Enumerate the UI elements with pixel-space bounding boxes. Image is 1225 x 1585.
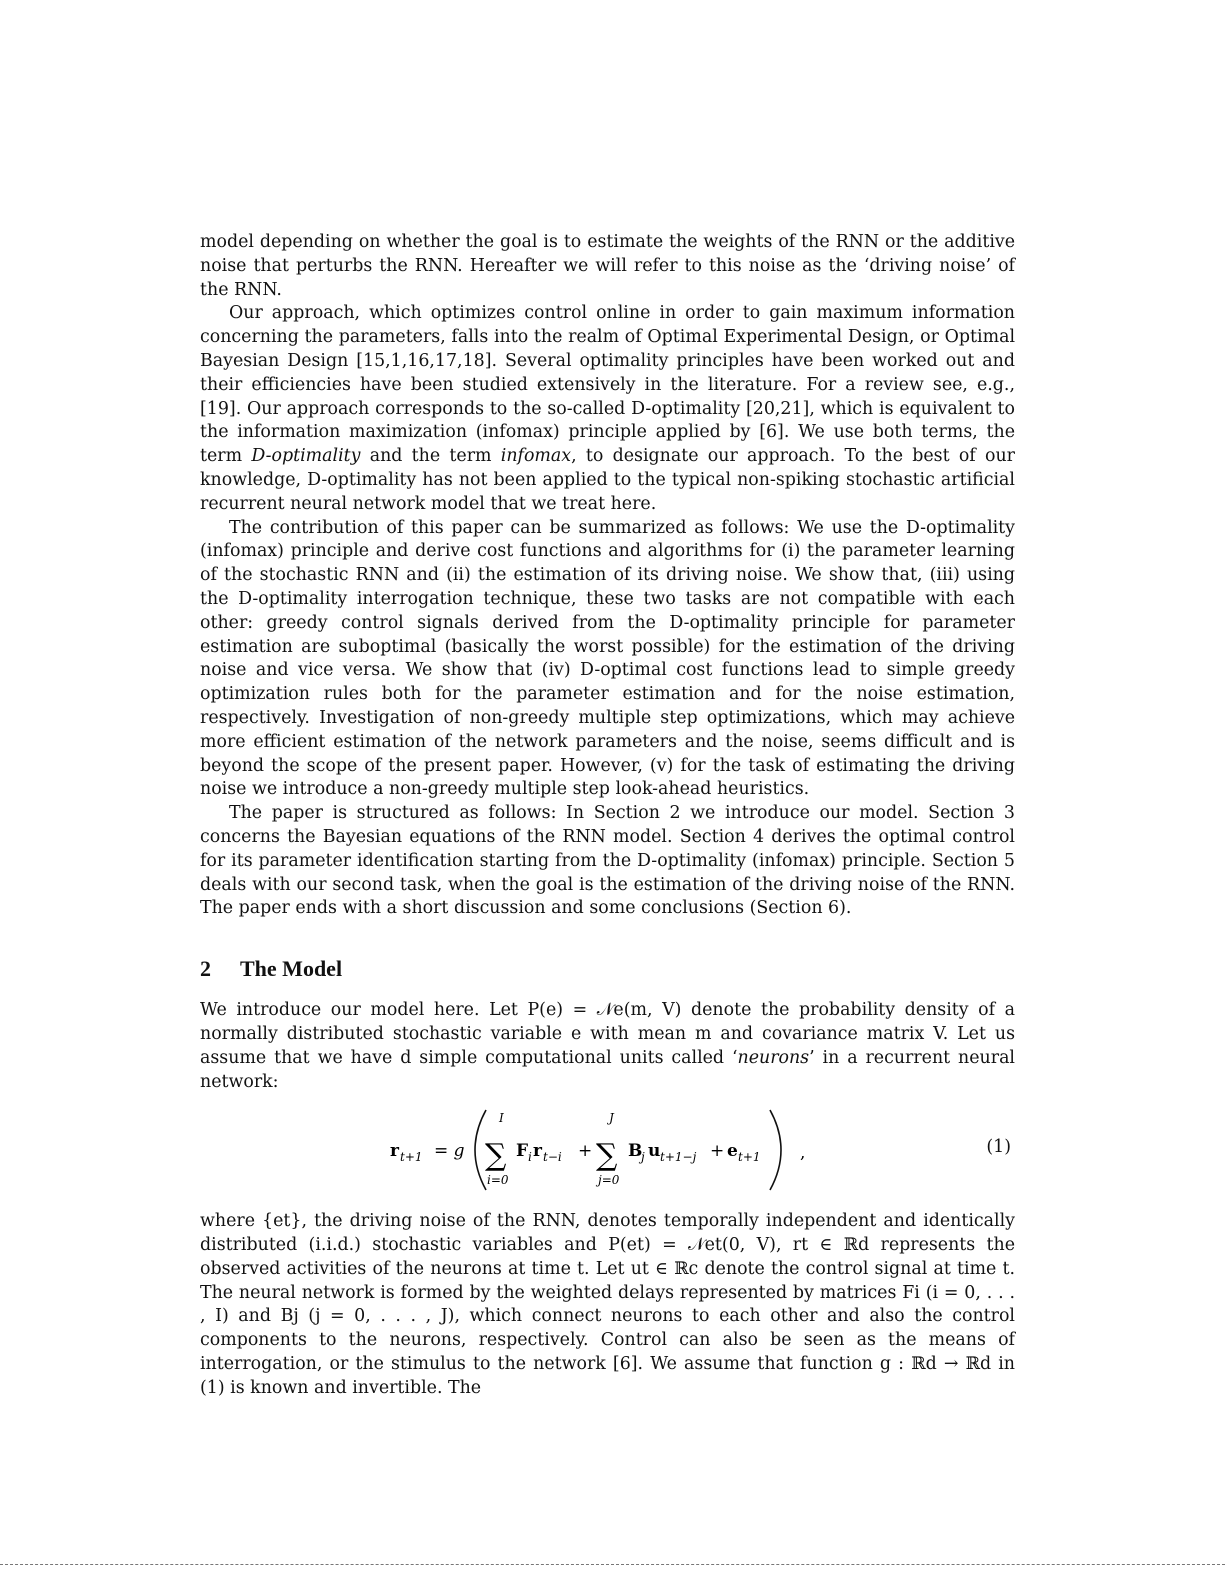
section-heading [200,955,1015,983]
paragraph-structure: The paper is structured as follows: In Section 2 we introduce our model. Section 3 concerns the Bayesian equations of the RNN model. Section 4 derives the optimal control for its parameter identification starting from the D-optimality (infomax) principle. Section 5 deals with our second task, when the goal is the estimation of the driving noise of the RNN. The paper ends with a short discussion and some conclusions (Section 6). [200,803,1015,919]
paragraph-intro-continued: model depending on whether the goal is to estimate the weights of the RNN or the additive noise that perturbs the RNN. Hereafter we will refer to this noise as the ‘driving noise’ of the RNN. [200,232,1015,300]
paper-page [200,231,1015,1401]
paragraph-model-details: where {et}, the driving noise of the RNN, denotes temporally independent and identically distributed (i.i.d.) stochastic variables and P(et) = 𝒩et(0, V), rt ∈ ℝd represents the observed activities of the neurons at time t. Let ut ∈ ℝc denote the control signal at time t. The neural network is formed by the weighted delays represented by matrices Fi (i = 0, . . . , I) and Bj (j = 0, . . . , J), which connect neurons to each other and also the control components to the neurons, respectively. Control can also be seen as the means of interrogation, or the stimulus to the network [6]. We assume that function g : ℝd → ℝd in (1) is known and invertible. The [200,1211,1015,1398]
eq-sum2-sigma: ∑ [596,1138,618,1174]
eq-plus1: + [578,1141,593,1162]
equation-number: (1) [986,1137,1011,1158]
eq-lhs-sub: t+1 [400,1150,423,1165]
eq-plus2: + [710,1141,725,1162]
eq-F-sub: i [528,1150,532,1165]
paragraph-approach: Our approach, which optimizes control online in order to gain maximum information concerning the parameters, falls into the realm of Optimal Experimental Design, or Optimal Bayesian Design [15,1,16,17,18]. Several optimality principles have been worked out and their efficiencies have been studied extensively in the literature. For a review see, e.g., [19]. Our approach corresponds to the so-called D-optimality [20,21], which is equivalent to the information maximization (infomax) principle applied by [6]. We use both terms, the term D-optimality and the term infomax, to designate our approach. To the best of our knowledge, D-optimality has not been applied to the typical non-spiking stochastic artificial recurrent neural network model that we treat here. [200,303,1015,514]
emph-d-optimality: D-optimality [251,446,361,467]
page-bottom-dashed-rule [0,1564,1225,1565]
equation-1-formula [390,1102,820,1198]
eq-sum1-bottom: i=0 [487,1173,509,1188]
eq-sum1-top: I [499,1111,504,1126]
eq-sum2-bottom: j=0 [598,1173,620,1188]
emph-infomax: infomax [500,446,572,467]
equation-1 [200,1102,1015,1198]
paragraph-model-intro: We introduce our model here. Let P(e) = 𝒩e(m, V) denote the probability density of a normally distributed stochastic variable e with mean m and covariance matrix V. Let us assume that we have d simple computational units called ‘neurons’ in a recurrent neural network: [200,1000,1015,1092]
eq-B: B [628,1141,643,1162]
section-title: The Model [240,956,343,982]
eq-u: u [648,1141,661,1162]
eq-r-sub: t−i [543,1150,562,1165]
eq-r: r [533,1141,542,1162]
eq-u-sub: t+1−j [660,1150,697,1165]
eq-lhs: r [390,1141,399,1162]
eq-e: e [727,1141,738,1162]
eq-sum2-top: J [609,1111,614,1126]
eq-B-sub: j [641,1150,645,1165]
eq-equals-g: = g [434,1141,465,1162]
eq-right-paren [770,1110,781,1190]
eq-F: F [516,1141,529,1162]
eq-sum1-sigma: ∑ [485,1138,507,1174]
eq-e-sub: t+1 [738,1150,761,1165]
section-number: 2 [200,956,211,982]
eq-comma: , [800,1143,806,1164]
emph-neurons: neurons [737,1047,810,1068]
paragraph-contribution: The contribution of this paper can be summarized as follows: We use the D-optimality (infomax) principle and derive cost functions and algorithms for (i) the parameter learning of the stochastic RNN and (ii) the estimation of its driving noise. We show that, (iii) using the D-optimality interrogation technique, these two tasks are not compatible with each other: greedy control signals derived from the D-optimality principle for parameter estimation are suboptimal (basically the worst possible) for the estimation of the driving noise and vice versa. We show that (iv) D-optimal cost functions lead to simple greedy optimization rules both for the parameter estimation and for the noise estimation, respectively. Investigation of non-greedy multiple step optimizations, which may achieve more efficient estimation of the network parameters and the noise, seems difficult and is beyond the scope of the present paper. However, (v) for the task of estimating the driving noise we introduce a non-greedy multiple step look-ahead heuristics. [200,517,1015,800]
